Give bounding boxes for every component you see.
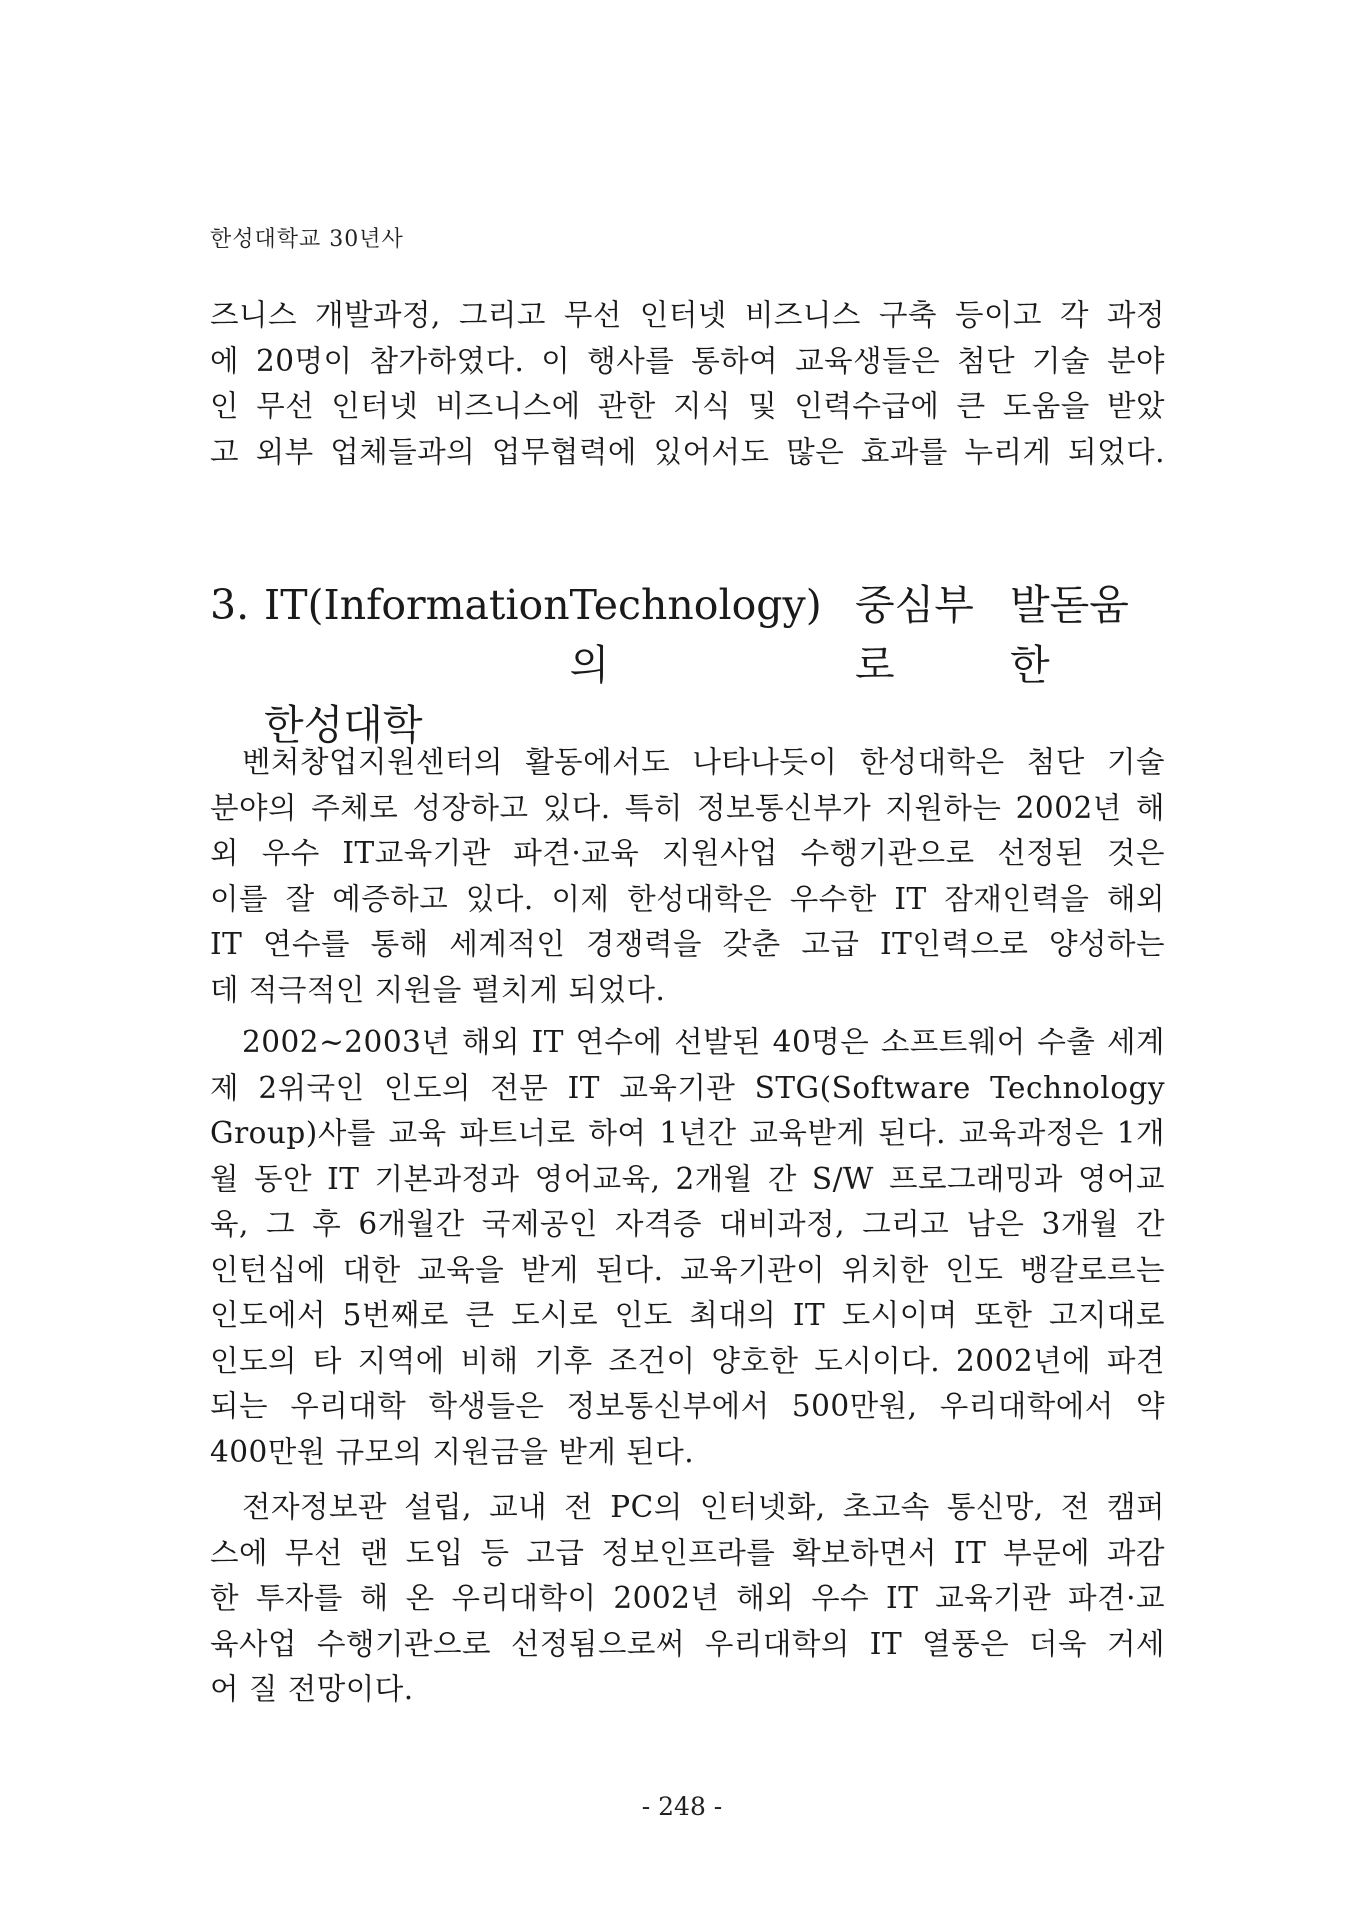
section-number: 3. (210, 581, 250, 629)
text-line: 제 2위국인 인도의 전문 IT 교육기관 STG(Software Technology (210, 1070, 1165, 1105)
text-line: 인 무선 인터넷 비즈니스에 관한 지식 및 인력수급에 큰 도움을 받았 (210, 389, 1165, 423)
text-line: 데 적극적인 지원을 펼치게 되었다. (210, 972, 666, 1007)
text-line: 2002~2003년 해외 IT 연수에 선발된 40명은 소프트웨어 수출 세계 (242, 1025, 1165, 1059)
text-line: 인도에서 5번째로 큰 도시로 인도 최대의 IT 도시이며 또한 고지대로 (210, 1298, 1165, 1332)
text-line: 분야의 주체로 성장하고 있다. 특히 정보통신부가 지원하는 2002년 해 (210, 790, 1165, 825)
paragraph-2 (210, 1020, 1165, 1475)
text-line: 이를 잘 예증하고 있다. 이제 한성대학은 우수한 IT 잠재인력을 해외 (210, 881, 1165, 916)
text-line: 400만원 규모의 지원금을 받게 된다. (210, 1434, 695, 1469)
text-line: 외 우수 IT교육기관 파견·교육 지원사업 수행기관으로 선정된 것은 (210, 836, 1165, 870)
text-line: 전자정보관 설립, 교내 전 PC의 인터넷화, 초고속 통신망, 전 캠퍼 (242, 1490, 1165, 1524)
text-line: 어 질 전망이다. (210, 1672, 414, 1706)
text-line: 되는 우리대학 학생들은 정보통신부에서 500만원, 우리대학에서 약 (210, 1389, 1165, 1423)
paragraph-1 (210, 740, 1165, 1013)
text-line: 고 외부 업체들과의 업무협력에 있어서도 많은 효과를 누리게 되었다. (210, 434, 1165, 469)
section-heading-line1 (210, 575, 1165, 695)
section-heading (210, 575, 1165, 755)
text-line: 스에 무선 랜 도입 등 고급 정보인프라를 확보하면서 IT 부문에 과감 (210, 1535, 1165, 1570)
text-line: 에 20명이 참가하였다. 이 행사를 통하여 교육생들은 첨단 기술 분야 (210, 343, 1165, 378)
text-line: Group)사를 교육 파트너로 하여 1년간 교육받게 된다. 교육과정은 1개 (210, 1116, 1165, 1150)
paragraph-3 (210, 1485, 1165, 1713)
section-heading-line2: 한성대학 (264, 701, 423, 749)
text-line: 육, 그 후 6개월간 국제공인 자격증 대비과정, 그리고 남은 3개월 간 (210, 1207, 1165, 1241)
page-number: - 248 - (641, 1792, 723, 1821)
text-line: 인도의 타 지역에 비해 기후 조건이 양호한 도시이다. 2002년에 파견 (210, 1343, 1165, 1378)
section-title-word: IT(Information (264, 581, 570, 629)
running-header: 한성대학교 30년사 (210, 227, 404, 252)
text-line: 즈니스 개발과정, 그리고 무선 인터넷 비즈니스 구축 등이고 각 과정 (210, 298, 1165, 332)
section-title-word: 중심부로 (854, 581, 974, 689)
text-line: 한 투자를 해 온 우리대학이 2002년 해외 우수 IT 교육기관 파견·교 (210, 1581, 1165, 1615)
text-line: 인턴십에 대한 교육을 받게 된다. 교육기관이 위치한 인도 뱅갈로르는 (210, 1252, 1165, 1287)
text-line: 육사업 수행기관으로 선정됨으로써 우리대학의 IT 열풍은 더욱 거세 (210, 1626, 1165, 1661)
text-line: IT 연수를 통해 세계적인 경쟁력을 갖춘 고급 IT인력으로 양성하는 (210, 927, 1165, 961)
intro-paragraph (210, 293, 1165, 475)
section-title-word: 발돋움한 (1009, 581, 1129, 689)
text-line: 벤처창업지원센터의 활동에서도 나타나듯이 한성대학은 첨단 기술 (242, 745, 1165, 779)
section-title-word: Technology)의 (569, 581, 822, 689)
text-line: 월 동안 IT 기본과정과 영어교육, 2개월 간 S/W 프로그래밍과 영어교 (210, 1161, 1165, 1196)
